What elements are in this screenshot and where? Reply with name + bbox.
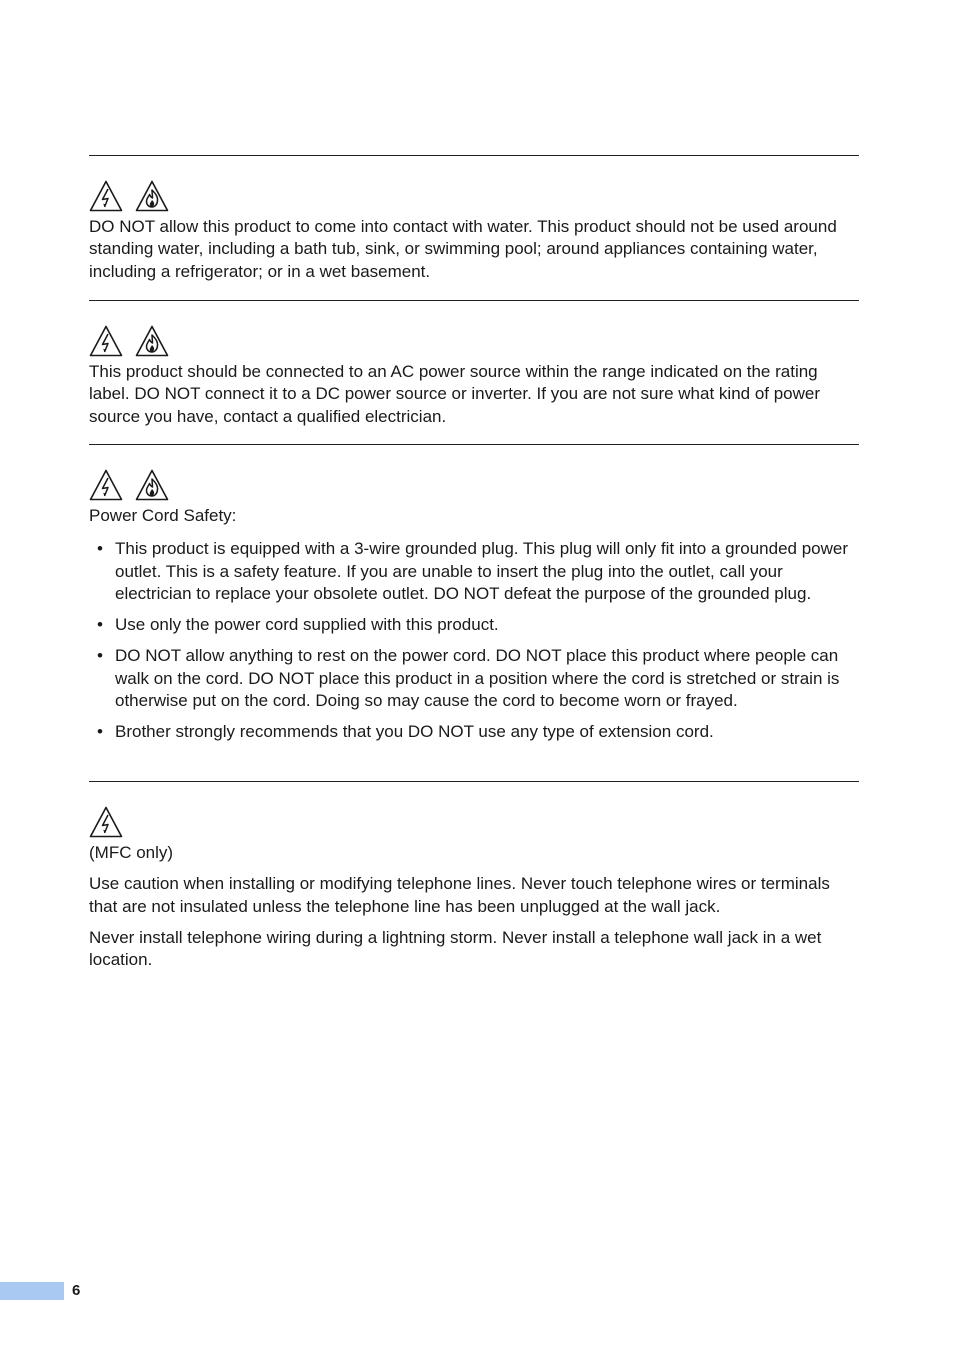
list-item bbox=[89, 645, 859, 712]
list-item-text: DO NOT allow anything to rest on the power cord. DO NOT place this product where people can walk on the cord. DO NOT place this product in a position where the cord is stretched or strain is otherwise put on the cord. Doing so may cause the cord to become worn or frayed. bbox=[115, 646, 840, 711]
fire-hazard-icon bbox=[135, 325, 169, 357]
hazard-icons bbox=[89, 804, 859, 838]
list-item bbox=[89, 538, 859, 605]
bullet-glyph: • bbox=[97, 615, 103, 635]
electrical-hazard-icon bbox=[89, 180, 123, 212]
water-warning-section bbox=[89, 156, 859, 300]
lightning-warning-text: Never install telephone wiring during a lightning storm. Never install a telephone wall jack in a wet location. bbox=[89, 927, 822, 970]
fire-hazard-icon bbox=[135, 180, 169, 212]
list-item bbox=[89, 614, 859, 636]
power-cord-safety-list bbox=[89, 538, 859, 743]
electrical-hazard-icon bbox=[89, 469, 123, 501]
power-cord-safety-heading: Power Cord Safety: bbox=[89, 506, 237, 525]
list-item-text: Brother strongly recommends that you DO NOT use any type of extension cord. bbox=[115, 722, 714, 742]
list-item bbox=[89, 721, 859, 743]
electrical-hazard-icon bbox=[89, 806, 123, 838]
mfc-only-note: (MFC only) bbox=[89, 843, 174, 862]
list-item-text: Use only the power cord supplied with this product. bbox=[115, 615, 499, 635]
telephone-caution-text: Use caution when installing or modifying telephone lines. Never touch telephone wires or terminals that are not insulated unless the telephone line has been unplugged at the wall jack. bbox=[89, 874, 830, 916]
telephone-line-warning-section bbox=[89, 782, 859, 987]
electrical-hazard-icon bbox=[89, 325, 123, 357]
page-number: 6 bbox=[72, 1282, 81, 1299]
bullet-glyph: • bbox=[97, 646, 103, 666]
power-source-warning-section bbox=[89, 301, 859, 444]
power-cord-safety-section bbox=[89, 445, 859, 781]
hazard-icons bbox=[89, 323, 859, 357]
bullet-glyph: • bbox=[97, 539, 103, 559]
page-footer-accent-bar bbox=[0, 1282, 64, 1300]
water-warning-text: DO NOT allow this product to come into contact with water. This product should not be used around standing water, including a bath tub, sink, or swimming pool; around appliances containing water, including a refrigerator; or in a wet basement. bbox=[89, 217, 837, 281]
list-item-text: This product is equipped with a 3-wire grounded plug. This plug will only fit into a grounded power outlet. This is a safety feature. If you are unable to insert the plug into the outlet, call your electrician to replace your obsolete outlet. DO NOT defeat the purpose of the grounded plug. bbox=[115, 539, 849, 603]
fire-hazard-icon bbox=[135, 469, 169, 501]
power-source-warning-text: This product should be connected to an AC power source within the range indicated on the rating label. DO NOT connect it to a DC power source or inverter. If you are not sure what kind of power source you have, contact a qualified electrician. bbox=[89, 362, 821, 426]
hazard-icons bbox=[89, 467, 859, 501]
bullet-glyph: • bbox=[97, 722, 103, 742]
safety-content bbox=[89, 155, 859, 987]
hazard-icons bbox=[89, 178, 859, 212]
